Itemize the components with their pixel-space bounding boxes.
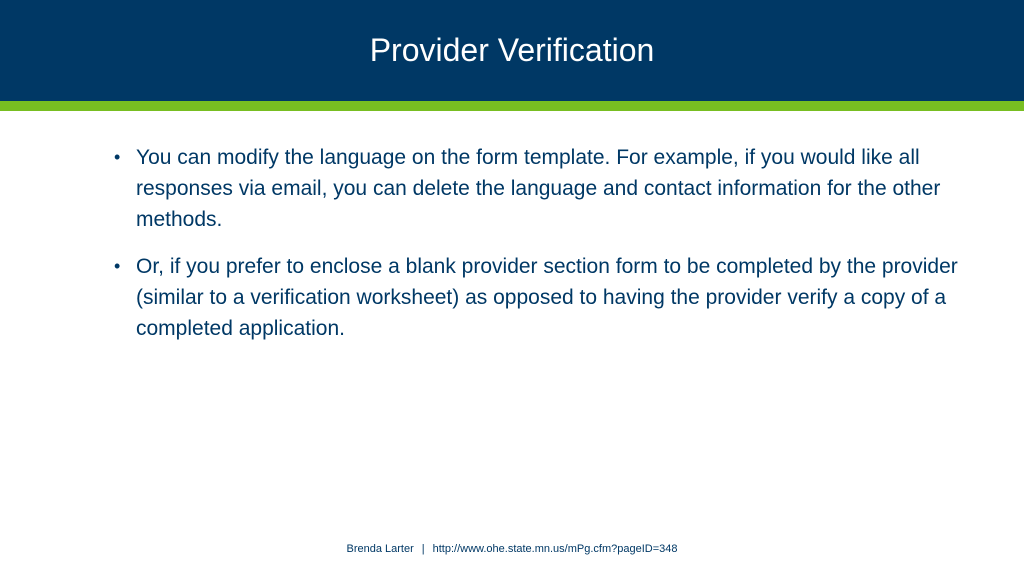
slide-footer	[0, 540, 1024, 558]
bullet-list	[114, 142, 984, 360]
bullet-dot-icon: •	[114, 147, 121, 167]
bullet-item	[114, 142, 984, 235]
footer-separator: |	[421, 543, 425, 555]
bullet-dot-icon: •	[114, 256, 121, 276]
slide-title: Provider Verification	[369, 32, 655, 68]
bullet-item	[114, 251, 984, 344]
slide-header	[0, 0, 1024, 101]
footer-url: http://www.ohe.state.mn.us/mPg.cfm?pageID=348	[432, 543, 678, 555]
footer-author: Brenda Larter	[346, 543, 414, 555]
bullet-text: You can modify the language on the form template. For example, if you would like all responses via email, you can delete the language and contact information for the other methods.	[136, 146, 941, 231]
bullet-text: Or, if you prefer to enclose a blank provider section form to be completed by the provider (similar to a verification worksheet) as opposed to having the provider verify a copy of a completed application.	[136, 255, 958, 340]
accent-bar	[0, 101, 1024, 111]
